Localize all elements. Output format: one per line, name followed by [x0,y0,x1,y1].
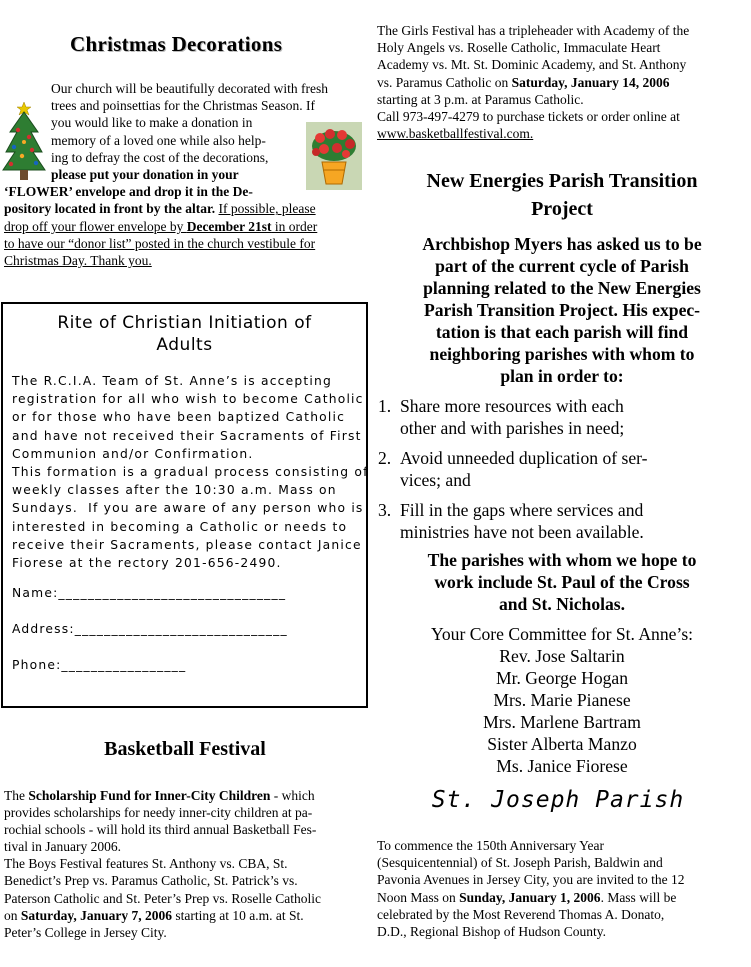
sj-line-3: Pavonia Avenues in Jersey City, you are invited to the 12 [377,872,685,888]
ne-hope-line-2: work include St. Paul of the Cross [434,572,690,592]
committee-member: Ms. Janice Fiorese [496,756,628,776]
bb-line-2: provides scholarships for needy inner-city children at pa- [4,805,313,821]
christmas-line-5: ing to defray the cost of the decorations, [51,149,269,165]
christmas-bold-2a: ‘FLOWER’ envelope and drop it in the De- [4,184,253,200]
girls-line-6: Call 973-497-4279 to purchase tickets or order online at [377,109,680,125]
rcia-body [12,372,369,572]
bb-line-1c: - which [270,788,315,803]
christmas-line-1: Our church will be beautifully decorated with fresh [51,81,329,96]
bb-line-1a: The [4,788,29,803]
bb-line-4: tival in January 2006. [4,839,121,855]
christmas-underline-1: If possible, please [218,201,316,217]
rcia-line-4: and have not received their Sacraments of First [12,428,362,443]
ne-intro-line-3: planning related to the New Energies [423,278,701,298]
bb-line-8c: starting at 10 a.m. at St. [172,907,304,923]
core-committee-title: Your Core Committee for St. Anne’s: [430,624,694,644]
committee-member: Sister Alberta Manzo [487,734,637,754]
girls-line-5: starting at 3 p.m. at Paramus Catholic. [377,91,584,107]
christmas-decorations-title: Christmas Decorations [70,32,283,56]
girls-festival-body [377,22,747,142]
rcia-address-field: Address:_____________________________ [12,622,288,636]
bb-line-7: Paterson Catholic and St. Peter’s Prep vs. Roselle Catholic [4,890,321,906]
list-item-number: 2. [378,448,392,468]
ne-intro-line-2: part of the current cycle of Parish [435,256,689,276]
new-energies-intro [376,233,748,387]
st-joseph-parish-body [377,837,747,940]
committee-member: Mrs. Marlene Bartram [483,712,641,732]
list-item-number: 3. [378,500,392,520]
ne-intro-line-1: Archbishop Myers has asked us to be [422,234,702,254]
bb-line-3: rochial schools - will hold its third annual Basketball Fes- [4,822,317,838]
sj-line-5: celebrated by the Most Reverend Thomas A. Donato, [377,906,665,922]
list-item [378,499,748,543]
sj-line-4c: . Mass will be [600,889,677,905]
christmas-line-3: you would like to make a donation in [51,115,253,131]
christmas-underline-2c: in order [271,218,318,234]
ne-hope-line-3: and St. Nicholas. [498,594,626,614]
christmas-line-2: trees and poinsettias for the Christmas Season. If [51,98,315,114]
rcia-line-10: receive their Sacraments, please contact Janice [12,537,362,552]
rcia-line-3: or for those who have been baptized Catholic [12,410,346,425]
rcia-line-2: registration for all who wish to become Catholic [12,392,364,407]
basketball-festival-title: Basketball Festival [104,738,266,760]
ne-intro-line-7: plan in order to: [500,366,624,386]
rcia-title [3,312,366,356]
list-item-line-2: vices; and [400,470,471,490]
new-energies-partner-parishes [376,549,748,615]
christmas-underline-3: to have our “donor list” posted in the church vestibule for [4,235,316,251]
new-energies-goals-list [378,395,748,551]
bb-line-5: The Boys Festival features St. Anthony vs. CBA, St. [4,856,288,872]
bb-fund-name: Scholarship Fund for Inner-City Children [28,788,271,803]
girls-line-4a: vs. Paramus Catholic on [377,74,512,90]
ne-intro-line-6: neighboring parishes with whom to [429,344,695,364]
rcia-line-8: Sundays. If you are aware of any person who is [12,501,364,516]
list-item-line-2: other and with parishes in need; [400,418,625,438]
rcia-form [12,586,288,694]
festival-website-link[interactable]: www.basketballfestival.com. [377,126,534,142]
list-item-line-1: Fill in the gaps where services and [400,500,644,520]
rcia-line-9: interested in becoming a Catholic or needs to [12,519,348,534]
list-item [378,447,748,491]
ne-hope-line-1: The parishes with whom we hope to [427,550,697,570]
committee-member: Mr. George Hogan [495,668,629,688]
ne-intro-line-5: tation is that each parish will find [435,322,689,342]
christmas-underline-4: Christmas Day. Thank you. [4,253,152,269]
st-joseph-parish-title: St. Joseph Parish [431,787,685,813]
christmas-bold-1: please put your donation in your [51,167,239,183]
list-item-line-2: ministries have not been available. [400,522,644,542]
rcia-phone-field: Phone:_________________ [12,658,187,672]
rcia-line-6: This formation is a gradual process consisting of [12,465,369,480]
sj-mass-date: Sunday, January 1, 2006 [459,889,601,905]
girls-date: Saturday, January 14, 2006 [511,74,670,90]
christmas-decorations-body [4,80,370,269]
rcia-line-5: Communion and/or Confirmation. [12,446,254,461]
rcia-title-line-1: Rite of Christian Initiation of [57,313,312,333]
committee-member: Rev. Jose Saltarin [499,646,625,666]
list-item-line-1: Avoid unneeded duplication of ser- [400,448,648,468]
list-item-number: 1. [378,396,392,416]
christmas-deadline: December 21st [186,218,272,234]
girls-line-1: The Girls Festival has a tripleheader with Academy of the [377,23,690,38]
sj-line-2: (Sesquicentennial) of St. Joseph Parish, Baldwin and [377,855,663,871]
bb-line-9: Peter’s College in Jersey City. [4,924,167,940]
sj-line-1: To commence the 150th Anniversary Year [377,838,605,853]
christmas-bold-2b: pository located in front by the altar. [4,201,216,217]
rcia-line-11: Fiorese at the rectory 201-656-2490. [12,556,282,571]
bb-line-6: Benedict’s Prep vs. Paramus Catholic, St. Patrick’s vs. [4,873,298,889]
bb-boys-date: Saturday, January 7, 2006 [20,907,173,923]
bb-line-8a: on [4,907,21,923]
core-committee [376,623,748,777]
new-energies-title [378,167,746,223]
sj-line-6: D.D., Regional Bishop of Hudson County. [377,924,606,940]
sj-line-4a: Noon Mass on [377,889,460,905]
rcia-line-1: The R.C.I.A. Team of St. Anne’s is accepting [12,374,333,388]
list-item-line-1: Share more resources with each [400,396,624,416]
rcia-title-line-2: Adults [156,335,213,355]
christmas-underline-2a: drop off your flower envelope by [4,218,187,234]
rcia-box [1,302,368,708]
new-energies-title-line-2: Project [531,198,593,220]
christmas-line-4: memory of a loved one while also help- [51,132,266,148]
ne-intro-line-4: Parish Transition Project. His expec- [423,300,701,320]
basketball-festival-body [4,787,370,941]
girls-line-3: Academy vs. Mt. St. Dominic Academy, and St. Anthony [377,57,687,73]
committee-member: Mrs. Marie Pianese [493,690,631,710]
new-energies-title-line-1: New Energies Parish Transition [426,170,698,192]
list-item [378,395,748,439]
rcia-line-7: weekly classes after the 10:30 a.m. Mass on [12,483,337,498]
rcia-name-field: Name:_______________________________ [12,586,287,600]
girls-line-2: Holy Angels vs. Roselle Catholic, Immaculate Heart [377,40,661,56]
